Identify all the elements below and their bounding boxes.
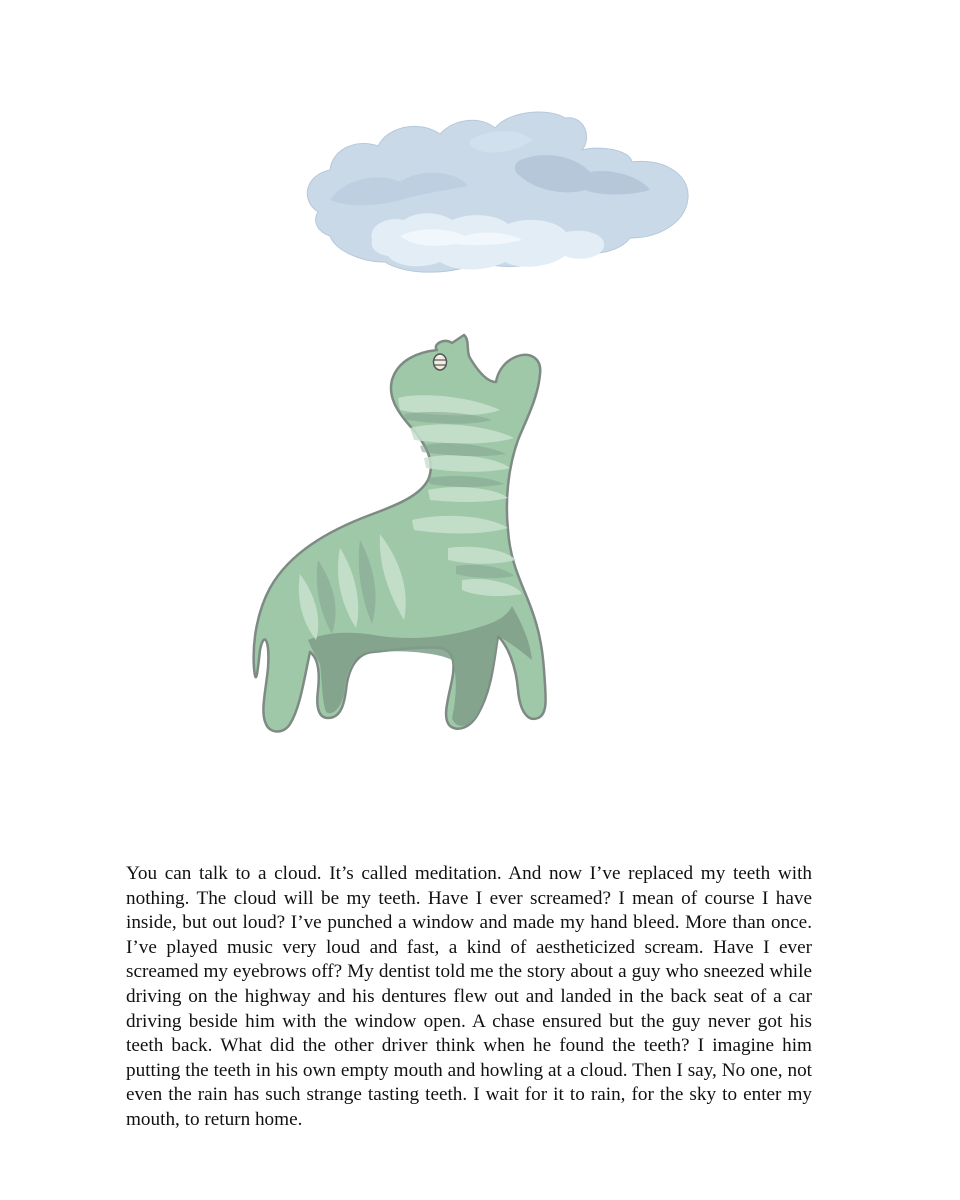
- eye-icon: [434, 354, 447, 370]
- howling-creature-icon: [254, 335, 546, 732]
- cloud-icon: [307, 112, 688, 272]
- body-paragraph: You can talk to a cloud. It’s called meditation. And now I’ve replaced my teeth with nothing. The cloud will be my teeth. Have I ever screamed? I mean of course I have inside, but out loud? I’ve punched a window and made my hand bleed. More than once. I’ve played music very loud and fast, a kind of aestheticized scream. Have I ever screamed my eyebrows off? My dentist told me the story about a guy who sneezed while driving on the highway and his dentures flew out and landed in the back seat of a car driving beside him with the window open. A chase ensured but the guy never got his teeth back. What did the other driver think when he found the teeth? I imagine him putting the teeth in his own empty mouth and howling at a cloud. Then I say, No one, not even the rain has such strange tasting teeth. I wait for it to rain, for the sky to enter my mouth, to return home.: [126, 863, 812, 1130]
